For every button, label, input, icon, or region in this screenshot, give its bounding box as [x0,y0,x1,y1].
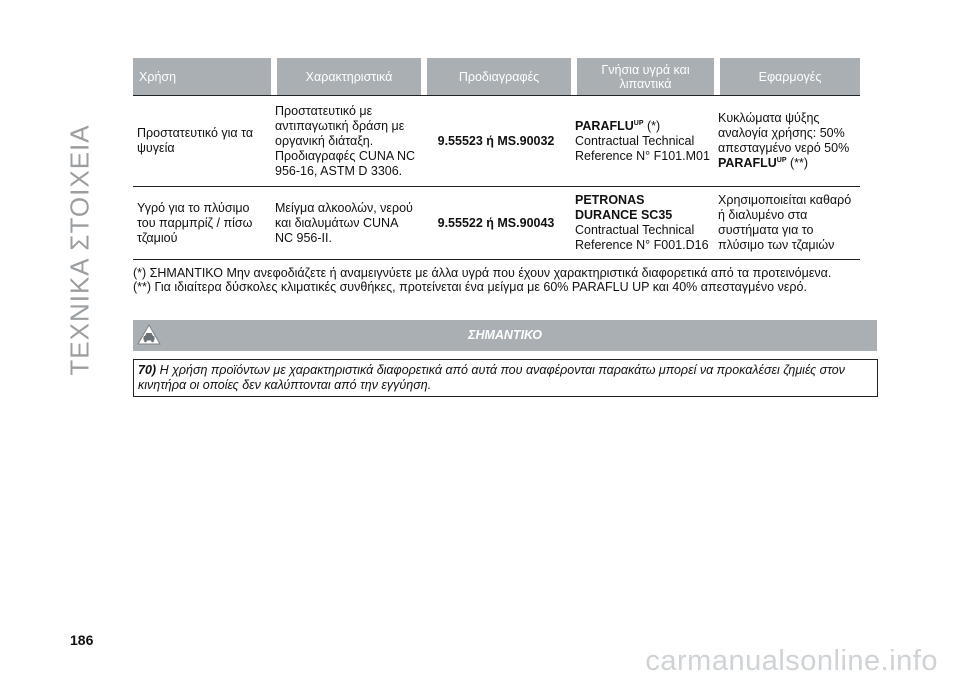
table-row [133,187,860,260]
cell-application [714,95,860,187]
application-brand-sup: UP [776,156,787,164]
site-watermark: carmanualsonline.info [645,645,938,677]
header-use: Χρήση [133,58,271,95]
product-reference: Contractual Technical Reference N° F101.M01 [575,133,710,163]
header-applications: Εφαρμογές [714,58,860,95]
warning-box [133,359,878,397]
footnote-2: (**) Για ιδιαίτερα δύσκολες κλιματικές συνθήκες, προτείνεται ένα μείγμα με 60% PARAFLU UP και 40% απεσταγμένο νερό. [133,280,807,294]
page-number: 186 [70,632,94,648]
product-suffix: (*) [643,118,661,133]
table-footnotes [133,266,873,294]
product-brand: PARAFLU [575,118,634,133]
application-suffix: (**) [786,156,809,170]
warning-title: ΣΗΜΑΝΤΙΚΟ [468,328,542,342]
cell-product [571,95,714,187]
section-side-title-text: ΤΕΧΝΙΚΑ ΣΤΟΙΧΕΙΑ [64,124,95,376]
cell-characteristics: Μείγμα αλκοολών, νερού και διαλυμάτων CUNA NC 956-II. [271,187,421,260]
cell-characteristics: Προστατευτικό με αντιπαγωτική δράση με οργανική διάταξη. Προδιαγραφές CUNA NC 956-16, ASTM D 3306. [271,95,421,187]
header-specifications: Προδιαγραφές [421,58,571,95]
fluids-spec-table [133,58,860,260]
cell-spec: 9.55522 ή MS.90043 [421,187,571,260]
header-genuine-fluids: Γνήσια υγρά και λιπαντικά [571,58,714,95]
application-text: Κυκλώματα ψύξης αναλογία χρήσης: 50% απεσταγμένο νερό 50% [718,111,850,155]
application-brand: PARAFLU [718,156,777,170]
warning-number: 70) [138,363,157,377]
warning-text: Η χρήση προϊόντων με χαρακτηριστικά διαφορετικά από αυτά που αναφέρονται παρακάτω μπορεί να προκαλέσει ζημιές στον κινητήρα οι οποίες δεν καλύπτονται από την εγγύηση. [138,363,845,392]
product-reference: Contractual Technical Reference N° F001.D16 [575,223,709,252]
table-header-row [133,58,860,95]
product-brand-sup: UP [633,119,644,127]
warning-header-bar [133,320,877,351]
cell-product [571,187,714,260]
header-characteristics: Χαρακτηριστικά [271,58,421,95]
table-row [133,95,860,187]
product-brand: PETRONAS DURANCE SC35 [575,193,673,222]
cell-spec: 9.55523 ή MS.90032 [421,95,571,187]
footnote-1: (*) ΣΗΜΑΝΤΙΚΟ Μην ανεφοδιάζετε ή αναμειγνύετε με άλλα υγρά που έχουν χαρακτηριστικά διαφορετικά από τα προτεινόμενα. [133,266,832,280]
cell-use: Υγρό για το πλύσιμο του παρμπρίζ / πίσω τζαμιού [133,187,271,260]
cell-application: Χρησιμοποιείται καθαρό ή διαλυμένο στα συστήματα για το πλύσιμο των τζαμιών [714,187,860,260]
cell-use: Προστατευτικό για τα ψυγεία [133,95,271,187]
